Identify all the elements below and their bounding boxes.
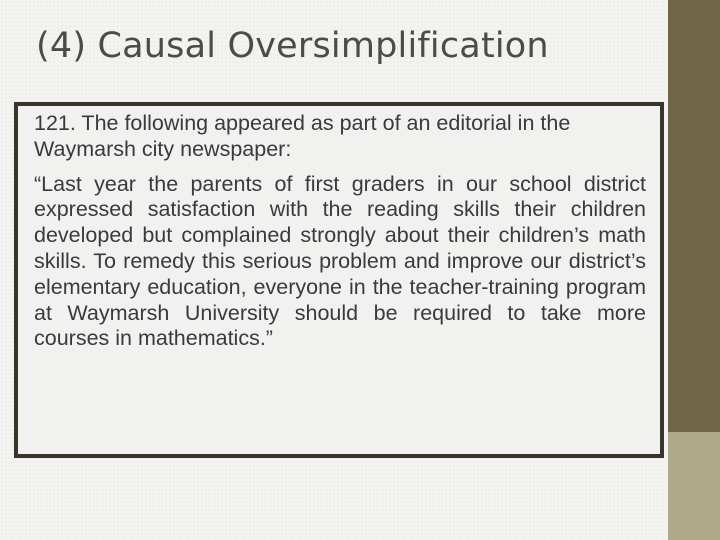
- slide-title: (4) Causal Oversimplification: [36, 26, 549, 66]
- side-accent-bar-lower: [668, 432, 720, 540]
- intro-paragraph: 121. The following appeared as part of an editorial in the Waymarsh city newspaper:: [34, 111, 571, 161]
- content-box: [14, 102, 664, 458]
- side-accent-bar: [668, 0, 720, 540]
- side-accent-bar-upper: [668, 0, 720, 432]
- quote-paragraph: “Last year the parents of first graders in our school district expressed satisfaction with the reading skills their children developed but complained strongly about their children’s math skills. To remedy this serious problem and improve our district’s elementary education, everyone in the teacher-training program at Waymarsh University should be required to take more courses in mathematics.”: [34, 171, 646, 351]
